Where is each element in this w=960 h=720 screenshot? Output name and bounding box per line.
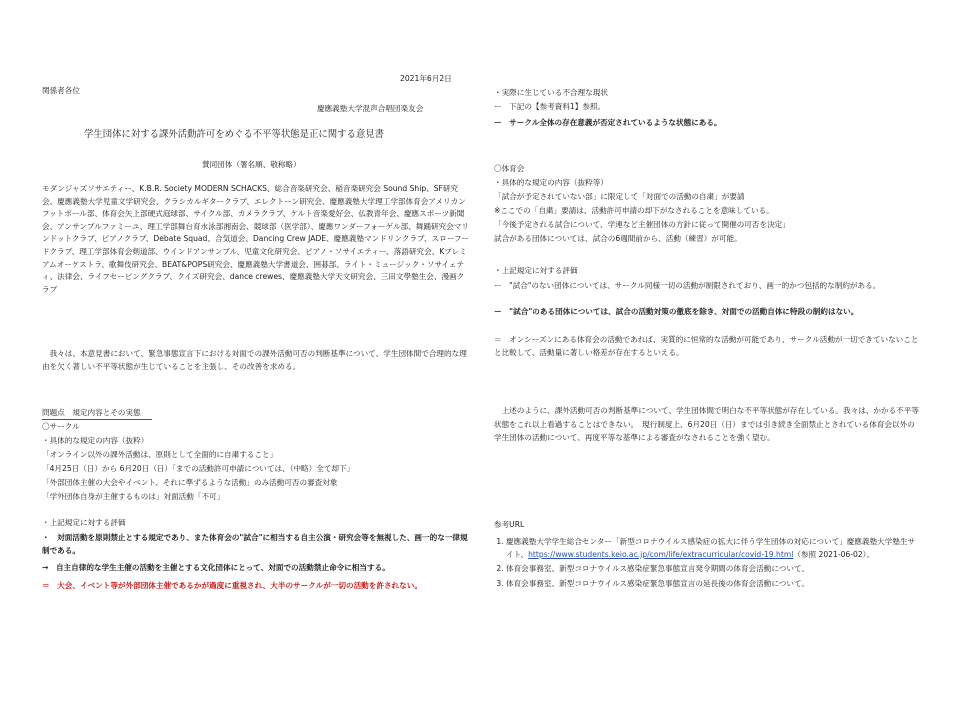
circle-heading: 〇サークル: [42, 422, 80, 431]
status-2: ー サークル全体の存在意義が否定されているような状態にある。: [494, 118, 722, 127]
sports-eval-2: ー "試合"のある団体については、試合の活動対策の徹底を除き、対面での活動自体に特段の制約はない。: [494, 307, 859, 316]
document-date: 2021年6月2日: [400, 74, 452, 83]
left-page: [32, 70, 477, 640]
statement: 我々は、本意見書において、緊急事態宣言下における対面での課外活動可否の判断基準について、学生団体間で合理的な理由を欠く著しい不平等状態が生じていることを主張し、その改善を求める。: [42, 349, 467, 371]
document-title: 学生団体に対する課外活動許可をめぐる不平等状態是正に関する意見書: [84, 129, 385, 140]
reference-3: 3. 体育会事務室、新型コロナウイルス感染症緊急事態宣言の延長後の体育会活動について。: [506, 578, 918, 591]
references-heading: 参考URL: [494, 520, 525, 529]
reference-1-date: （参照 2021-06-02）。: [793, 549, 875, 559]
rule-3: 「外部団体主催の大会やイベント、それに準ずるような活動」のみ活動可否の審査対象: [42, 478, 338, 487]
addressee: 関係者各位: [42, 86, 80, 95]
reference-1-link[interactable]: https://www.students.keio.ac.jp/com/life/extracurricular/covid-19.html: [528, 549, 794, 559]
rule-4: 「学外団体自身が主催するものは」対面活動「不可」: [42, 492, 225, 501]
sports-eval-heading: ・上記規定に対する評価: [494, 266, 578, 275]
sports-heading: 〇体育会: [494, 164, 525, 173]
reference-1: [506, 536, 918, 561]
status-1: ー 下記の【参考資料1】参照。: [494, 102, 606, 111]
sports-eval-1: ー "試合"のない団体については、サークル同様一切の活動が制限されており、画一的かつ包括的な制約がある。: [494, 281, 881, 290]
cosigners-label: 賛同団体（署名順、敬称略）: [202, 160, 301, 169]
references-list: [488, 536, 918, 592]
status-heading: ・実際に生じている不合理な現状: [494, 88, 608, 97]
sports-rule-4: 試合がある団体については、試合の6週間前から、活動（練習）が可能。: [494, 234, 742, 243]
cosigners-list: モダンジャズソサエティー、K.B.R. Society MODERN SCHACKS、総合音楽研究会、稲音楽研究会 Sound Ship、SF研究会、慶應義塾大学児童文学研究会、クラシカルギタークラブ、エレクトーン研究会、慶應義塾大学理工学部体育会アメリカンフットボール部、体育会矢上部硬式庭球部、サイクル部、カメラクラブ、ケルト音楽愛好会、仏教青年会、慶應スポーツ新聞会、アンサンブルファミーユ、理工学部舞台育水泳部湘南会、競球部（医学部）、慶應ワンダーフォーゲル部、舞踊研究会マリンドットクラブ、ピアノクラブ、Debate Squad、合気道会、Dancing Crew JADE、慶應義塾マンドリンクラブ、スローフードクラブ、理工学部体育会剣道部、ウインドアンサンブル、児童文化研究会、ピアノ・ソサイエティー、落語研究会、Kプレミアムオーケストラ、歌舞伎研究会、BEAT&POPS研究会、慶應義塾大学書道会、囲碁部、ライト・ミュージック・ソサイェティ、法律会、ライフセービングクラブ、クイズ研究会、dance crewes、慶應義塾大学天文研究会、三田文學塾生会、漫画クラブ: [42, 184, 469, 294]
sports-rules-heading: ・具体的な規定の内容（抜粋等）: [494, 178, 608, 187]
eval-heading: ・上記規定に対する評価: [42, 518, 126, 527]
right-page: [484, 70, 929, 640]
sports-rule-2: ※ここでの「自粛」要請は、活動許可申請の却下がなされることを意味している。: [494, 206, 774, 215]
eval-2: → 自主自律的な学生主催の活動を主催とする文化団体にとって、対面での活動禁止命令に相当する。: [42, 563, 390, 572]
eval-1: ・ 対面活動を原則禁止とする規定であり、また体育会の"試合"に相当する自主公演・研究会等を無視した、画一的な一律規制である。: [42, 533, 468, 555]
section-heading: 問題点 規定内容とその実態: [42, 408, 141, 417]
sports-eval-3: ＝ オンシーズンにある体育会の活動であれば、実質的に恒常的な活動が可能であり、サークル活動が一切できていないことと比較して、活動量に著しい格差が存在するといえる。: [494, 335, 919, 357]
sports-rule-3: 「今後予定される試合について、学連など主催団体の方針に従って開催の可否を決定」: [494, 220, 790, 229]
section-underline: [42, 419, 152, 420]
reference-2: 2. 体育会事務室、新型コロナウイルス感染症緊急事態宣言発令期間の体育会活動について、: [506, 563, 918, 576]
rule-1: 「オンライン以外の課外活動は、原則として全面的に自粛すること」: [42, 450, 278, 459]
rules-heading: ・具体的な規定の内容（抜粋）: [42, 436, 149, 445]
sports-rule-1: 「試合が予定されていない部」に限定して「対面での活動の自粛」が要請: [494, 192, 745, 201]
reference-1-text: 慶應義塾大学学生総合センター「新型コロナウイルス感染症の拡大に伴う学生団体の対応について」慶應義塾大学塾生サイト、: [506, 537, 916, 559]
eval-3: ＝ 大会、イベント等が外部団体主催であるかが過度に重視され、大半のサークルが一切の活動を許されない。: [42, 581, 422, 590]
conclusion: 上述のように、課外活動可否の判断基準について、学生団体間で明白な不平等状態が存在している。我々は、かかる不平等状態をこれ以上看過することはできない。 現行制度上、6月20日（日）までは引き続き全面禁止とされている体育会以外の学生団体の活動について、再度平等な基準による審査がなされることを強く望む。: [494, 406, 919, 442]
rule-2: 「4月25日（日）から 6月20日（日）「までの活動許可申請については、（中略）全て却下」: [42, 464, 355, 473]
sender: 慶應義塾大学混声合唱団楽友会: [317, 104, 424, 113]
